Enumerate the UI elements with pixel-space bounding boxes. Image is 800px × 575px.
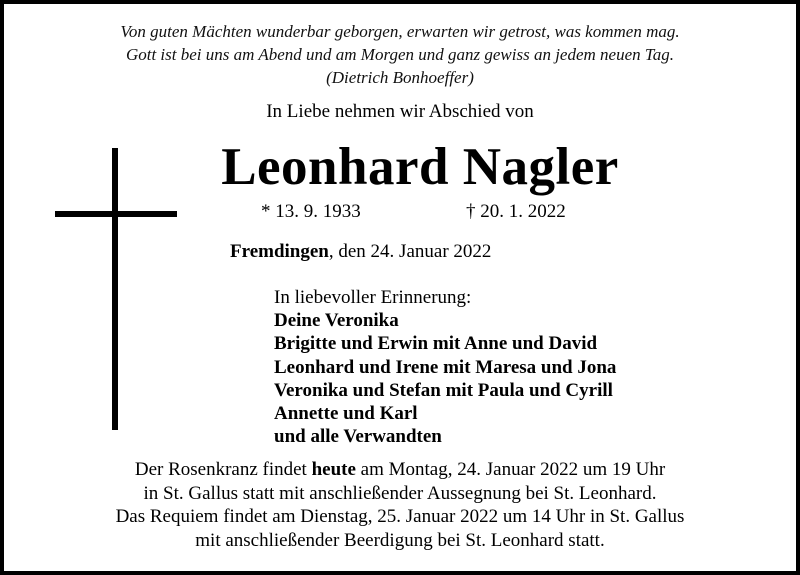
notice-line-1-end: am Montag, 24. Januar 2022 um 19 Uhr xyxy=(355,459,666,480)
place-name: Fremdingen xyxy=(230,241,329,262)
date-text: , den 24. Januar 2022 xyxy=(328,241,492,262)
mourner-4: Veronika und Stefan mit Paula und Cyrill xyxy=(274,379,613,401)
funeral-notice xyxy=(0,458,800,552)
cross-icon xyxy=(55,148,177,430)
mourner-3: Leonhard und Irene mit Maresa und Jona xyxy=(274,356,617,378)
quote-line-2: Gott ist bei uns am Abend und am Morgen und ganz gewiss an jedem neuen Tag. xyxy=(125,45,675,64)
bonhoeffer-quote xyxy=(0,20,800,89)
cross-horizontal-bar xyxy=(55,211,177,217)
notice-line-4: mit anschließender Beerdigung bei St. Leonhard statt. xyxy=(195,529,605,551)
mourner-2: Brigitte und Erwin mit Anne und David xyxy=(274,333,598,355)
birth-date: * 13. 9. 1933 xyxy=(261,201,361,222)
mourners-heading: In liebevoller Erinnerung: xyxy=(274,287,472,308)
farewell-intro: In Liebe nehmen wir Abschied von xyxy=(266,101,534,122)
deceased-name: Leonhard Nagler xyxy=(221,138,619,196)
quote-line-1: Von guten Mächten wunderbar geborgen, erwarten wir getrost, was kommen mag. xyxy=(120,22,680,41)
mourners-list xyxy=(274,286,616,448)
notice-line-3: Das Requiem findet am Dienstag, 25. Januar 2022 um 14 Uhr in St. Gallus xyxy=(115,506,685,527)
place-date-line xyxy=(230,241,491,263)
notice-line-2: in St. Gallus statt mit anschließender Aussegnung bei St. Leonhard. xyxy=(143,482,657,504)
notice-line-1 xyxy=(0,458,800,482)
notice-line-1-start: Der Rosenkranz findet xyxy=(134,459,312,480)
mourner-1: Deine Veronika xyxy=(274,310,399,332)
notice-today: heute xyxy=(311,459,356,480)
cross-vertical-bar xyxy=(112,148,118,430)
death-date: † 20. 1. 2022 xyxy=(466,201,566,222)
mourner-5: Annette und Karl xyxy=(274,403,418,425)
mourner-6: und alle Verwandten xyxy=(274,426,442,448)
quote-author: (Dietrich Bonhoeffer) xyxy=(326,68,474,87)
